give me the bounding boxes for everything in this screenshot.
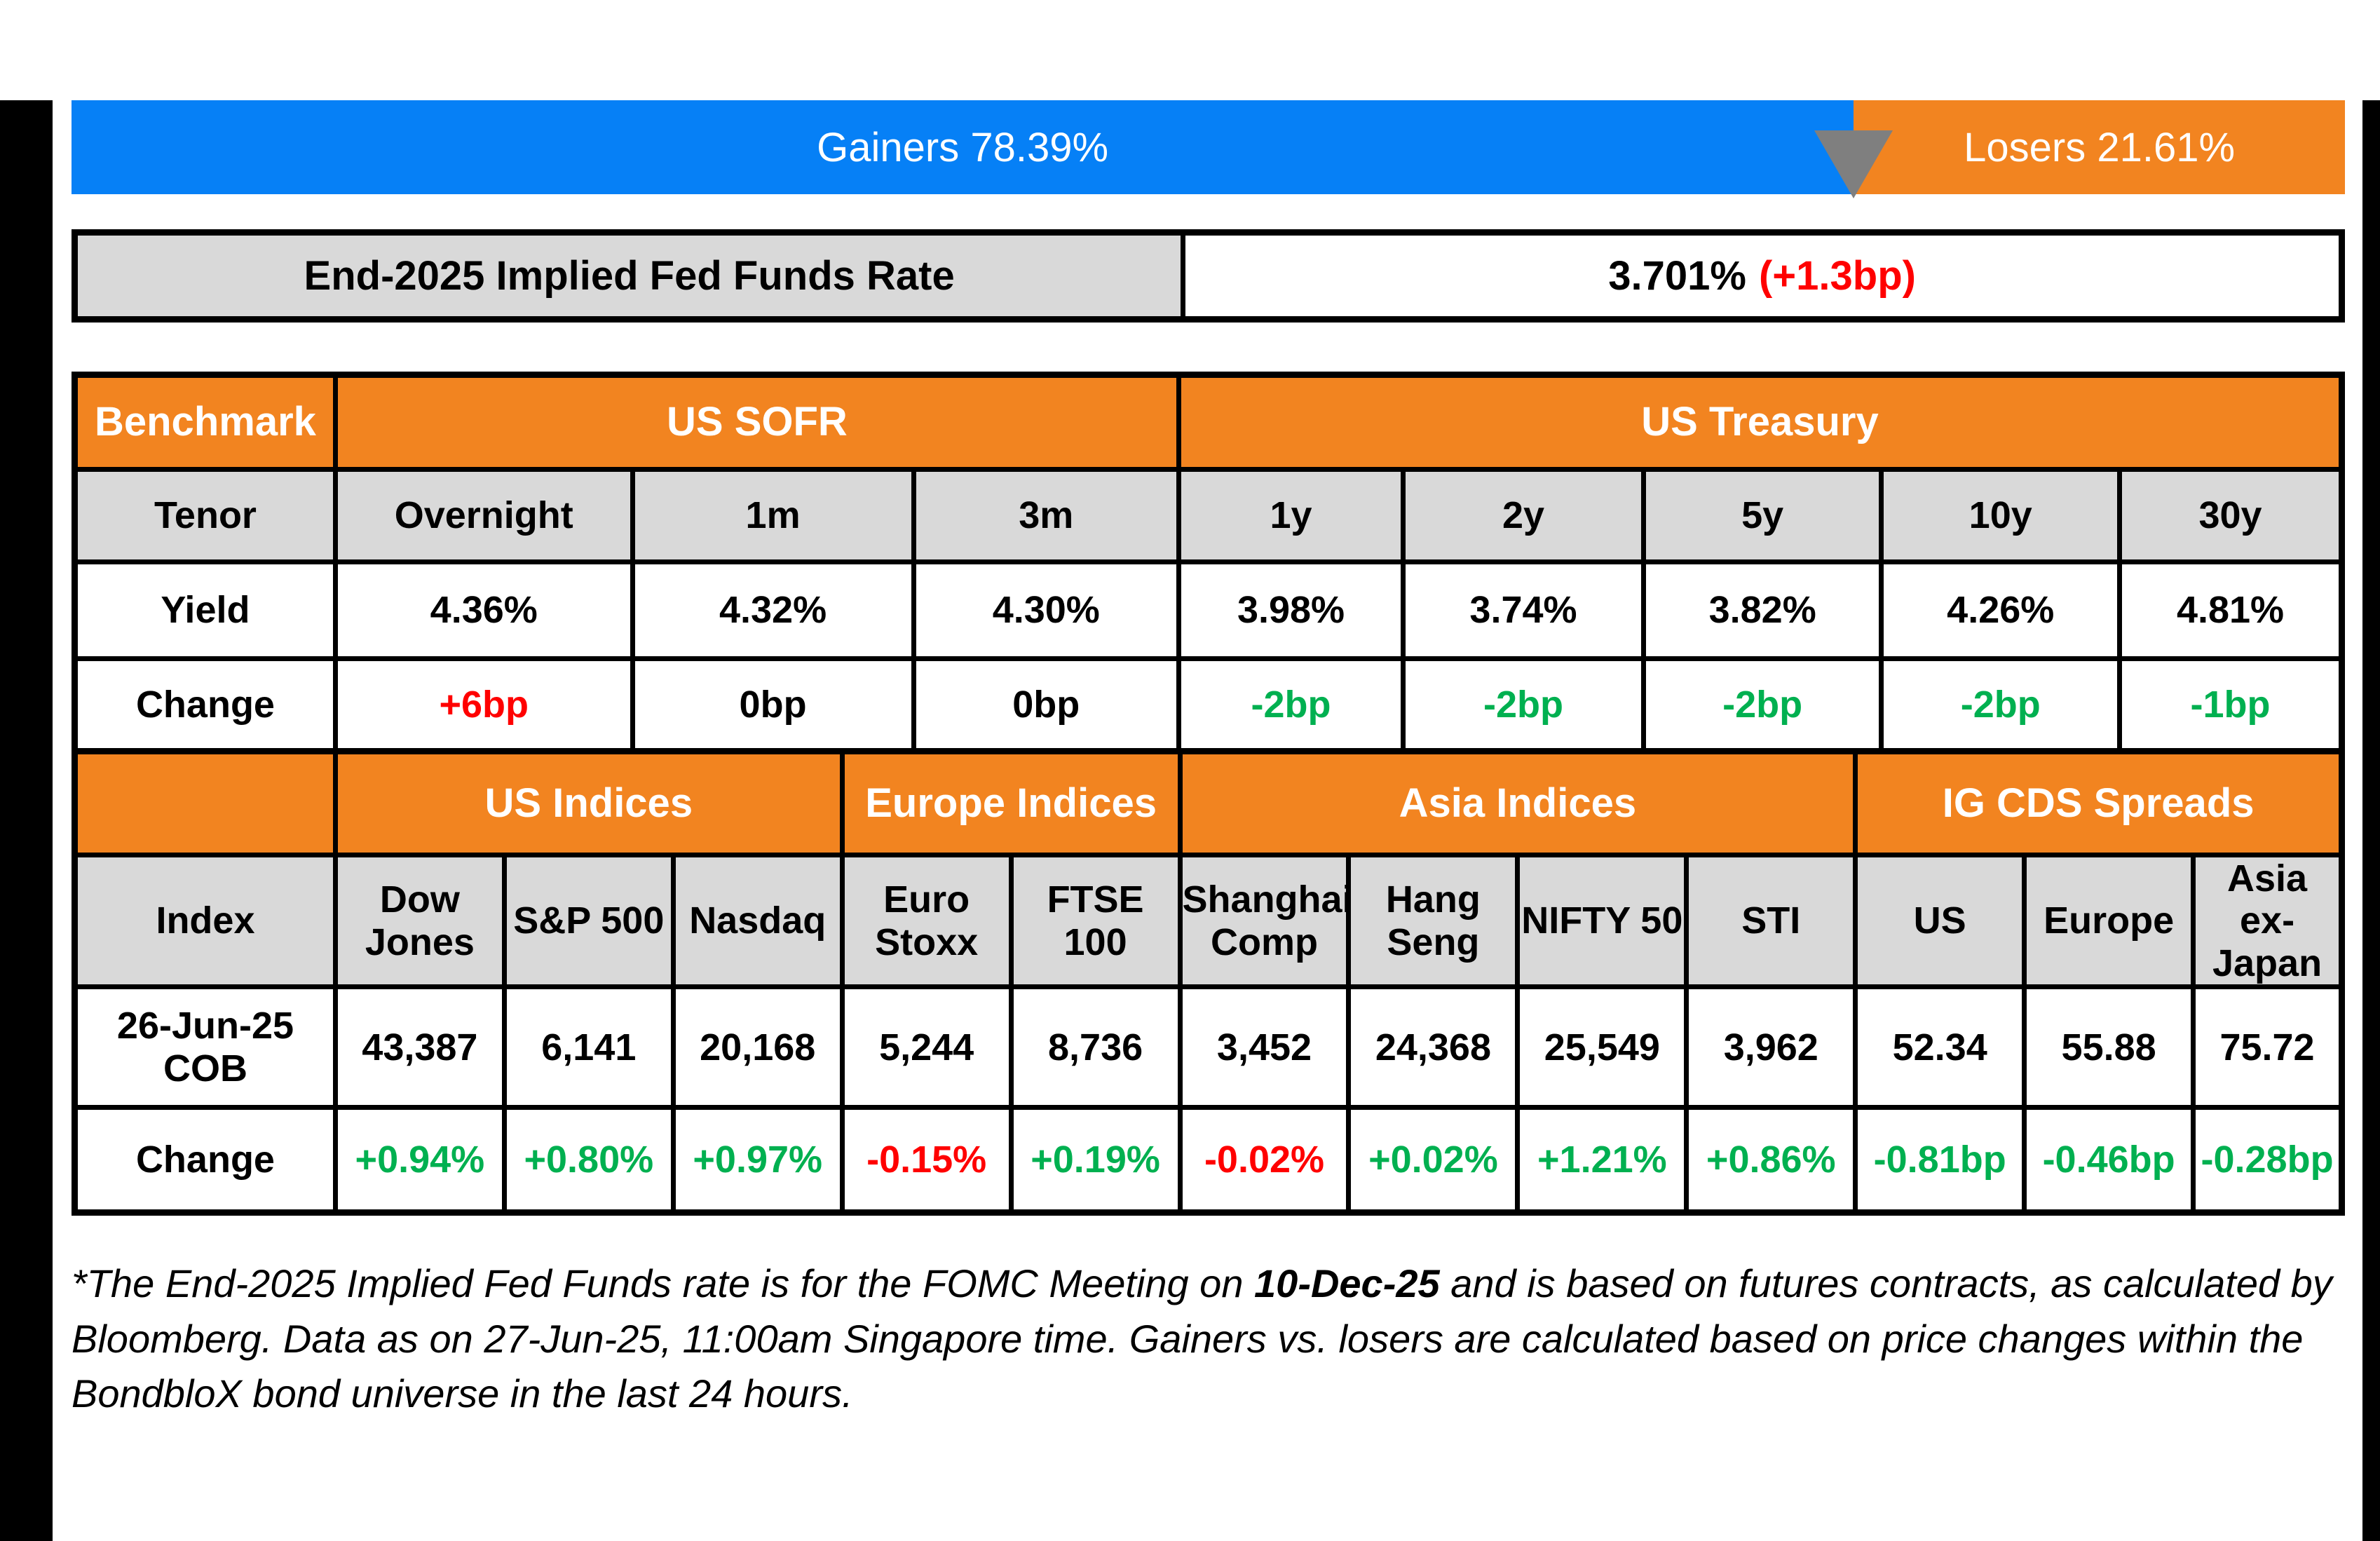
change-cell: -2bp (1403, 659, 1644, 752)
tenor-header-row (75, 470, 2342, 562)
gainers-bar-segment (72, 100, 1854, 194)
index-sti: STI (1687, 855, 1856, 987)
index-nifty-50: NIFTY 50 (1518, 855, 1687, 987)
cob-cell: 6,141 (504, 987, 673, 1108)
cob-cell: 20,168 (673, 987, 842, 1108)
fed-funds-value-cell (1185, 236, 2339, 316)
cob-cell: 43,387 (335, 987, 504, 1108)
footnote-fomc-date: 10-Dec-25 (1254, 1261, 1440, 1306)
cob-row-label: 26-Jun-25 COB (75, 987, 336, 1108)
change-cell: +0.97% (673, 1108, 842, 1213)
tenor-5y: 5y (1643, 470, 1882, 562)
change-cell: -0.02% (1180, 1108, 1349, 1213)
index-sp500: S&P 500 (504, 855, 673, 987)
change-cell: +6bp (335, 659, 632, 752)
index-ftse-100: FTSE 100 (1011, 855, 1180, 987)
benchmark-corner-cell: Benchmark (75, 375, 336, 470)
fed-funds-value: 3.701% (1608, 253, 1746, 299)
indices-change-row (75, 1108, 2342, 1213)
cds-asia-ex-japan: Asia ex-Japan (2194, 855, 2342, 987)
cob-cell: 25,549 (1518, 987, 1687, 1108)
cds-us: US (1856, 855, 2025, 987)
index-dow-jones: Dow Jones (335, 855, 504, 987)
tenor-3m: 3m (913, 470, 1178, 562)
footnote-text-end: and is based on futures contracts, as calculated by Bloomberg. Data as on 27-Jun-25, 11:00am Singapore time. Gainers vs. losers are calculated based on price changes within the BondbloX bond universe in the last 24 hours. (72, 1261, 2332, 1416)
change-cell: -2bp (1643, 659, 1882, 752)
change-cell: +0.19% (1011, 1108, 1180, 1213)
yield-cell: 4.26% (1882, 562, 2120, 659)
indices-corner-cell (75, 752, 336, 855)
yield-cell: 4.36% (335, 562, 632, 659)
tenor-30y: 30y (2120, 470, 2342, 562)
change-cell: +0.02% (1349, 1108, 1518, 1213)
change-cell: -0.81bp (1856, 1108, 2025, 1213)
cob-cell: 75.72 (2194, 987, 2342, 1108)
tenor-1y: 1y (1178, 470, 1403, 562)
group-header-us-indices: US Indices (335, 752, 842, 855)
yield-cell: 4.30% (913, 562, 1178, 659)
change-cell: -0.28bp (2194, 1108, 2342, 1213)
index-nasdaq: Nasdaq (673, 855, 842, 987)
cob-cell: 24,368 (1349, 987, 1518, 1108)
indices-table (72, 748, 2345, 1216)
footnote-text-start: *The End-2025 Implied Fed Funds rate is for the FOMC Meeting on (72, 1261, 1255, 1306)
fed-funds-label: End-2025 Implied Fed Funds Rate (78, 236, 1185, 316)
index-header-row (75, 855, 2342, 987)
losers-label: Losers 21.61% (1964, 124, 2236, 170)
indices-group-header-row (75, 752, 2342, 855)
yield-cell: 3.82% (1643, 562, 1882, 659)
market-update-page (0, 100, 2380, 1541)
group-header-europe-indices: Europe Indices (842, 752, 1180, 855)
yield-cell: 4.81% (2120, 562, 2342, 659)
change-cell: 0bp (632, 659, 913, 752)
yield-cell: 3.98% (1178, 562, 1403, 659)
change-cell: -0.46bp (2025, 1108, 2194, 1213)
change-cell: -2bp (1178, 659, 1403, 752)
yield-row-label: Yield (75, 562, 336, 659)
group-header-us-sofr: US SOFR (335, 375, 1178, 470)
benchmark-change-row (75, 659, 2342, 752)
yield-cell: 4.32% (632, 562, 913, 659)
index-euro-stoxx: Euro Stoxx (842, 855, 1011, 987)
cob-cell: 5,244 (842, 987, 1011, 1108)
change-row-label: Change (75, 1108, 336, 1213)
change-cell: +0.94% (335, 1108, 504, 1213)
yield-row (75, 562, 2342, 659)
change-row-label: Change (75, 659, 336, 752)
losers-bar-segment (1854, 100, 2345, 194)
cob-cell: 55.88 (2025, 987, 2194, 1108)
change-cell: -1bp (2120, 659, 2342, 752)
tenor-2y: 2y (1403, 470, 1644, 562)
index-hang-seng: Hang Seng (1349, 855, 1518, 987)
footnote (72, 1256, 2345, 1421)
fed-funds-change: (+1.3bp) (1758, 253, 1916, 299)
index-shanghai-comp: Shanghai Comp (1180, 855, 1349, 987)
group-header-ig-cds-spreads: IG CDS Spreads (1856, 752, 2342, 855)
index-row-label: Index (75, 855, 336, 987)
change-cell: 0bp (913, 659, 1178, 752)
change-cell: +0.80% (504, 1108, 673, 1213)
cds-europe: Europe (2025, 855, 2194, 987)
change-cell: +1.21% (1518, 1108, 1687, 1213)
group-header-asia-indices: Asia Indices (1180, 752, 1856, 855)
gainers-losers-bar (72, 100, 2345, 194)
tenor-overnight: Overnight (335, 470, 632, 562)
cob-cell: 3,962 (1687, 987, 1856, 1108)
content-area (72, 100, 2345, 1422)
cob-row (75, 987, 2342, 1108)
left-black-border (0, 100, 53, 1541)
tenor-1m: 1m (632, 470, 913, 562)
cob-cell: 8,736 (1011, 987, 1180, 1108)
benchmark-group-header-row (75, 375, 2342, 470)
change-cell: +0.86% (1687, 1108, 1856, 1213)
fed-funds-row (72, 229, 2345, 323)
cob-cell: 52.34 (1856, 987, 2025, 1108)
yield-cell: 3.74% (1403, 562, 1644, 659)
change-cell: -0.15% (842, 1108, 1011, 1213)
right-black-border (2362, 100, 2380, 1541)
cob-cell: 3,452 (1180, 987, 1349, 1108)
change-cell: -2bp (1882, 659, 2120, 752)
tenor-row-label: Tenor (75, 470, 336, 562)
tenor-10y: 10y (1882, 470, 2120, 562)
gainers-label: Gainers 78.39% (817, 124, 1109, 170)
group-header-us-treasury: US Treasury (1178, 375, 2341, 470)
benchmark-table (72, 372, 2345, 754)
